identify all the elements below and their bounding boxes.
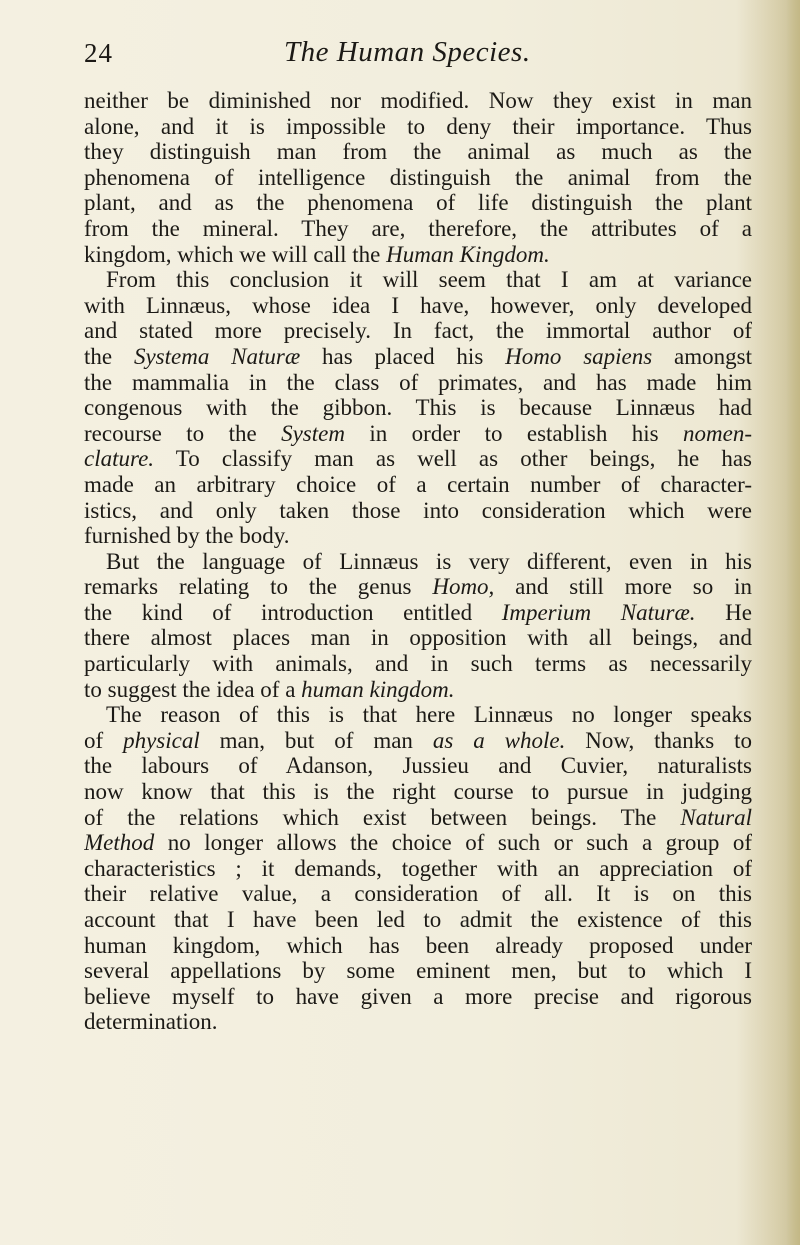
text-line — [84, 139, 752, 165]
text-segment: remarks relating to the genus — [84, 574, 433, 600]
text-line — [84, 651, 752, 677]
text-line — [84, 625, 752, 651]
text-line — [84, 216, 752, 242]
text-segment: The reason of this is that here Linnæus no longer speaks — [106, 702, 752, 728]
text-line — [84, 395, 752, 421]
text-line — [84, 984, 752, 1010]
text-line — [84, 498, 752, 524]
text-segment: He — [695, 599, 752, 625]
text-line — [84, 344, 752, 370]
italic-text: nomen- — [683, 420, 752, 446]
text-segment: alone, and it is impossible to deny their importance. Thus — [84, 113, 752, 139]
text-line — [84, 267, 752, 293]
text-line — [84, 88, 752, 114]
text-segment: made an arbitrary choice of a certain number of character- — [84, 471, 752, 497]
text-line — [84, 856, 752, 882]
text-line — [84, 805, 752, 831]
text-segment: determination. — [84, 1009, 218, 1035]
page-edge-shadow — [786, 0, 800, 1245]
text-segment: phenomena of intelligence distinguish the animal from the — [84, 164, 752, 190]
text-line — [84, 446, 752, 472]
text-segment: neither be diminished nor modified. Now they exist in man — [84, 88, 752, 113]
text-segment: plant, and as the phenomena of life distinguish the plant — [84, 190, 752, 216]
text-line — [84, 370, 752, 396]
text-segment: the labours of Adanson, Jussieu and Cuvier, naturalists — [84, 753, 752, 779]
text-line — [84, 702, 752, 728]
text-segment: several appellations by some eminent men, but to which I — [84, 958, 752, 984]
italic-text: Homo, — [432, 574, 495, 600]
text-segment: characteristics ; it demands, together with an appreciation of — [84, 855, 752, 881]
text-segment: recourse to the — [84, 420, 282, 446]
text-segment: their relative value, a consideration of all. It is on this — [84, 881, 752, 907]
page-number: 24 — [84, 38, 113, 68]
text-line — [84, 293, 752, 319]
text-segment: there almost places man in opposition with all beings, and — [84, 625, 752, 651]
text-segment: of the relations which exist between beings. The — [84, 804, 681, 830]
italic-text: Method — [84, 830, 155, 856]
italic-text: Homo sapiens — [505, 343, 653, 369]
running-title: The Human Species. — [284, 36, 531, 68]
text-segment: to suggest the idea of a — [84, 676, 302, 702]
italic-text: System — [281, 420, 345, 446]
italic-text: human kingdom. — [301, 676, 455, 702]
text-segment: the kind of introduction entitled — [84, 599, 502, 625]
text-line — [84, 114, 752, 140]
italic-text: clature. — [84, 446, 155, 472]
text-segment: in order to establish his — [344, 420, 684, 446]
text-line — [84, 523, 752, 549]
text-segment: believe myself to have given a more precise and rigorous — [84, 983, 752, 1009]
text-segment: To classify man as well as other beings, he has — [154, 446, 752, 472]
text-segment: no longer allows the choice of such or such a group of — [154, 830, 752, 856]
text-segment: Now, thanks to — [565, 727, 752, 753]
italic-text: physical — [123, 727, 200, 753]
text-line — [84, 549, 752, 575]
text-segment: kingdom, which we will call the — [84, 241, 387, 267]
text-line — [84, 677, 752, 703]
text-segment: man, but of man — [199, 727, 433, 753]
text-segment: the mammalia in the class of primates, and has made him — [84, 369, 752, 395]
italic-text: Human Kingdom. — [386, 241, 550, 267]
text-segment: amongst — [652, 343, 752, 369]
text-line — [84, 190, 752, 216]
text-segment: istics, and only taken those into consideration which were — [84, 497, 752, 523]
text-line — [84, 779, 752, 805]
italic-text: Systema Naturæ — [133, 343, 301, 369]
italic-text: Imperium Naturæ. — [501, 599, 696, 625]
text-segment: with Linnæus, whose idea I have, however, only developed — [84, 292, 752, 318]
page-header — [84, 38, 744, 78]
text-line — [84, 958, 752, 984]
text-segment: they distinguish man from the animal as much as the — [84, 139, 752, 165]
text-segment: furnished by the body. — [84, 523, 290, 549]
text-segment: account that I have been led to admit the existence of this — [84, 907, 752, 932]
text-line — [84, 753, 752, 779]
italic-text: Natural — [680, 804, 752, 830]
text-line — [84, 318, 752, 344]
text-line — [84, 600, 752, 626]
text-segment: particularly with animals, and in such terms as necessarily — [84, 651, 752, 677]
text-segment: human kingdom, which has been already proposed under — [84, 932, 752, 958]
text-segment: the — [84, 343, 134, 369]
text-line — [84, 1009, 752, 1035]
text-segment: has placed his — [300, 343, 506, 369]
text-segment: From this conclusion it will seem that I am at variance — [106, 267, 752, 293]
text-line — [84, 242, 752, 268]
text-line — [84, 574, 752, 600]
text-line — [84, 881, 752, 907]
text-line — [84, 728, 752, 754]
italic-text: as a whole. — [432, 727, 566, 753]
text-line — [84, 421, 752, 447]
text-segment: congenous with the gibbon. This is because Linnæus had — [84, 395, 752, 421]
text-segment: now know that this is the right course to pursue in judging — [84, 779, 752, 805]
text-segment: from the mineral. They are, therefore, the attributes of a — [84, 215, 752, 241]
body-text — [84, 88, 752, 1035]
text-line — [84, 472, 752, 498]
text-segment: But the language of Linnæus is very different, even in his — [106, 548, 752, 574]
text-line — [84, 907, 752, 933]
text-line — [84, 165, 752, 191]
text-segment: of — [84, 727, 124, 753]
text-segment: and stated more precisely. In fact, the immortal author of — [84, 318, 752, 344]
text-segment: and still more so in — [494, 574, 752, 600]
text-line — [84, 830, 752, 856]
text-line — [84, 933, 752, 959]
